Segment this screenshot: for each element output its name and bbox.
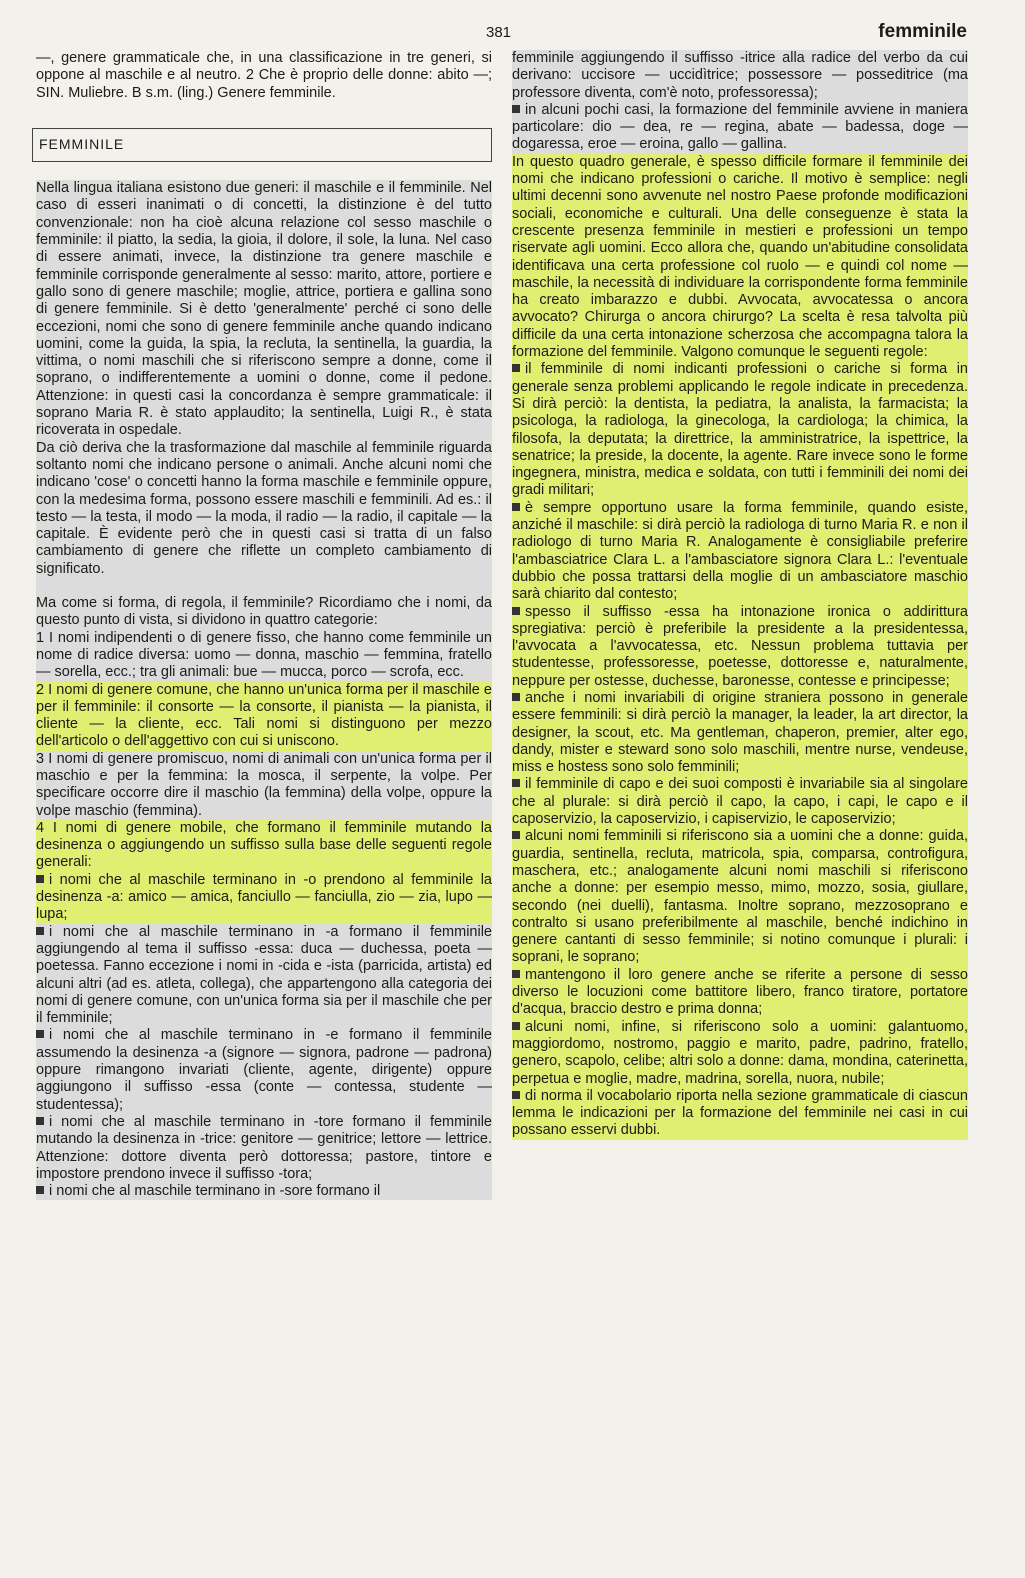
rule-bullet: di norma il vocabolario riporta nella sezione grammaticale di ciascun lemma le indicazioni per la formazione del femminile nei casi in cui possano esservi dubbi. [512, 1087, 968, 1139]
paragraph: Ma come si forma, di regola, il femminile? Ricordiamo che i nomi, da questo punto di vista, si dividono in quattro categorie: [36, 595, 492, 629]
right-column [512, 50, 968, 1140]
rule-bullet: è sempre opportuno usare la forma femminile, quando esiste, anziché il maschile: si dirà perciò la radiologa di turno Maria R. e non il radiologo di turno Maria R. Analogamente è consigliabile preferire l'ambasciatrice Clara L. a l'ambasciatore signora Clara L.: l'eventuale dubbio che possa trattarsi della moglie di un ambasciatore maschio sarà chiarito dal contesto; [512, 499, 968, 603]
category-4: 4 I nomi di genere mobile, che formano il femminile mutando la desinenza o aggiungendo un suffisso sulla base delle seguenti regole generali: [36, 819, 492, 871]
category-2: 2 I nomi di genere comune, che hanno un'unica forma per il maschile e per il femminile: il consorte — la consorte, il pianista — la pianista, il cliente — la cliente, ecc. Tali nomi si distinguono per mezzo dell'articolo o dell'aggettivo con cui si uniscono. [36, 681, 492, 750]
rule-bullet: il femminile di nomi indicanti professioni o cariche si forma in generale senza problemi applicando le regole indicate in precedenza. Si dirà perciò: la dentista, la pediatra, la analista, la farmacista; la psicologa, la radiologa, la ginecologa, la cardiologa; la chimica, la filosofa, la deputata; la direttrice, la amministratrice, la ispettrice, la senatrice; la preside, la docente, la agente. Rare invece sono le forme ingegnera, ministra, medica e soldata, con tutti i femminili dei nomi dei gradi militari; [512, 361, 968, 499]
gray-note-block [512, 50, 968, 154]
rule-bullet: il femminile di capo e dei suoi composti è invariabile sia al singolare che al plurale: si dirà perciò il capo, la capo, i capi, le capo e il caposervizio, la caposervizio, i capiservizio, le caposervizio; [512, 776, 968, 828]
entry-intro: —, genere grammaticale che, in una classificazione in tre generi, si oppone al maschile e al neutro. 2 Che è proprio delle donne: abito —; SIN. Muliebre. B s.m. (ling.) Genere femminile. [36, 50, 492, 101]
rule-bullet: spesso il suffisso -essa ha intonazione ironica o addirittura spregiativa: perciò è preferibile la presidente a la presidentessa, l'avvocata a l'avvocatessa, etc. Nessun problema tuttavia per studentesse, professoresse, poetesse, dottoresse e, naturalmente, neppure per ostesse, duchesse, baronesse, contesse e principesse; [512, 603, 968, 689]
rule-bullet: mantengono il loro genere anche se riferite a persone di sesso diverso le locuzioni come battitore libero, franco tiratore, portatore d'acqua, braccio destro e prima donna; [512, 966, 968, 1018]
rule-bullet: alcuni nomi, infine, si riferiscono solo a uomini: galantuomo, maggiordomo, nostromo, paggio e marito, padre, padrino, fratello, genero, scapolo, celibe; altri solo a donne: dama, mondina, caterinetta, perpetua e moglie, madre, madrina, sorella, nuora, nubile; [512, 1018, 968, 1087]
rule-bullet: anche i nomi invariabili di origine straniera possono in generale essere femminili: si dirà perciò la manager, la leader, la art director, la designer, la scout, etc. Ma gentleman, chaperon, premier, alter ego, dandy, mister e steward sono solo maschili, mentre nurse, vendeuse, miss e hostess sono solo femminili; [512, 689, 968, 776]
rule-bullet: alcuni nomi femminili si riferiscono sia a uomini che a donne: guida, guardia, sentinella, recluta, matricola, spia, comparsa, controfigura, maschera, etc.; analogamente alcuni nomi maschili si riferiscono anche a donne: per esempio messo, mimo, mozzo, sosia, giullare, secondo (nei duelli), fantasma. Inoltre soprano, mezzosoprano e contralto si usano preferibilmente al maschile, benché indichino in genere cantanti di sesso femminile; si notino comunque i plurali: i soprani, le soprano; [512, 828, 968, 966]
left-column [36, 50, 492, 1200]
rule-bullet: i nomi che al maschile terminano in -tore formano il femminile mutando la desinenza in -trice: genitore — genitrice; lettore — lettrice. Attenzione: dottore diventa però dottoressa; pastore, tintore e impostore prendono invece il suffisso -tora; [36, 1113, 492, 1182]
highlighted-block [512, 154, 968, 1140]
rule-bullet: i nomi che al maschile terminano in -sore formano il [36, 1183, 492, 1200]
page-number: 381 [486, 24, 512, 41]
gray-note-block [36, 180, 492, 1200]
rule-bullet: in alcuni pochi casi, la formazione del femminile avviene in maniera particolare: dio — dea, re — regina, abate — badessa, doge — dogaressa, eroe — eroina, gallo — gallina. [512, 101, 968, 153]
paragraph: Da ciò deriva che la trasformazione dal maschile al femminile riguarda soltanto nomi che indicano persone o animali. Anche alcuni nomi che indicano 'cose' o concetti hanno la forma maschile e femminile oppure, con la medesima forma, possono essere maschili e femminili. Ad es.: il testo — la testa, il modo — la moda, il radio — la radio, il capitale — la capitale. È evidente però che in questi casi si tratta di un falso cambiamento di genere che riflette un completo cambiamento di significato. [36, 439, 492, 577]
paragraph: femminile aggiungendo il suffisso -itrice alla radice del verbo da cui derivano: uccisore — uccidìtrice; possessore — posseditrice (ma professore diventa, com'è noto, professoressa); [512, 50, 968, 101]
rule-bullet: i nomi che al maschile terminano in -e formano il femminile assumendo la desinenza -a (signore — signora, padrone — padrona) oppure rimangono invariati (cliente, agente, dirigente) oppure aggiungono il suffisso -essa (conte — contessa, studente — studentessa); [36, 1027, 492, 1113]
section-box-title: FEMMINILE [32, 128, 492, 162]
paragraph: Nella lingua italiana esistono due generi: il maschile e il femminile. Nel caso di esseri inanimati o di concetti, la distinzione è del tutto convenzionale: non ha cioè alcuna relazione col sesso maschile o femminile: il piatto, la sedia, la gioia, il dolore, il sole, la luna. Nel caso di essere animati, invece, la distinzione tra genere maschile e femminile corrisponde generalmente al sesso: marito, attore, portiere e gallo sono di genere maschile; moglie, attrice, portiera e gallina sono di genere femminile. Si è detto 'generalmente' perché ci sono delle eccezioni, nomi che sono di genere femminile anche quando indicano uomini, come la guida, la spia, la recluta, la sentinella, la guardia, la vittima, o nomi maschili che si riferiscono sempre a donne, come il soprano, o indifferentemente a uomini o donne, come il pedone. Attenzione: in questi casi la concordanza è sempre grammaticale: il soprano Maria R. è stato applaudito; la sentinella, Luigi R., è stata ricoverata in ospedale. [36, 180, 492, 439]
category-1: 1 I nomi indipendenti o di genere fisso, che hanno come femminile un nome di radice diversa: uomo — donna, maschio — femmina, fratello — sorella, ecc.; tra gli animali: bue — mucca, porco — scrofa, ecc. [36, 629, 492, 681]
paragraph: In questo quadro generale, è spesso difficile formare il femminile dei nomi che indicano professioni o cariche. Il motivo è semplice: negli ultimi decenni sono avvenute nel nostro Paese profonde modificazioni sociali, economiche e culturali. Una delle conseguenze è stata la crescente presenza femminile in mestieri e professioni un tempo riservate agli uomini. Ecco allora che, quando un'abitudine consolidata identificava una certa professione col ruolo — e quindi col nome — maschile, la necessità di individuare la corrispondente forma femminile ha creato imbarazzo e dubbi. Avvocata, avvocatessa o ancora avvocato? Chirurga o ancora chirurgo? La scelta è resa talvolta più difficile da una certa intonazione scherzosa che accompagna talora la formazione del femminile. Valgono comunque le seguenti regole: [512, 153, 968, 361]
running-headword: femminile [878, 21, 967, 42]
category-3: 3 I nomi di genere promiscuo, nomi di animali con un'unica forma per il maschio e per la femmina: la mosca, il serpente, la volpe. Per specificare occorre dire il maschio (la femmina) della volpe, oppure la volpe maschio (femmina). [36, 750, 492, 819]
rule-bullet: i nomi che al maschile terminano in -a formano il femminile aggiungendo al tema il suffisso -essa: duca — duchessa, poeta — poetessa. Fanno eccezione i nomi in -cida e -ista (parricida, artista) ed alcuni altri (ad es. atleta, collega), che appartengono alla categoria dei nomi di genere comune, con un'unica forma sia per il maschile che per il femminile; [36, 923, 492, 1027]
rule-bullet: i nomi che al maschile terminano in -o prendono al femminile la desinenza -a: amico — amica, fanciullo — fanciulla, zio — zia, lupo — lupa; [36, 871, 492, 923]
